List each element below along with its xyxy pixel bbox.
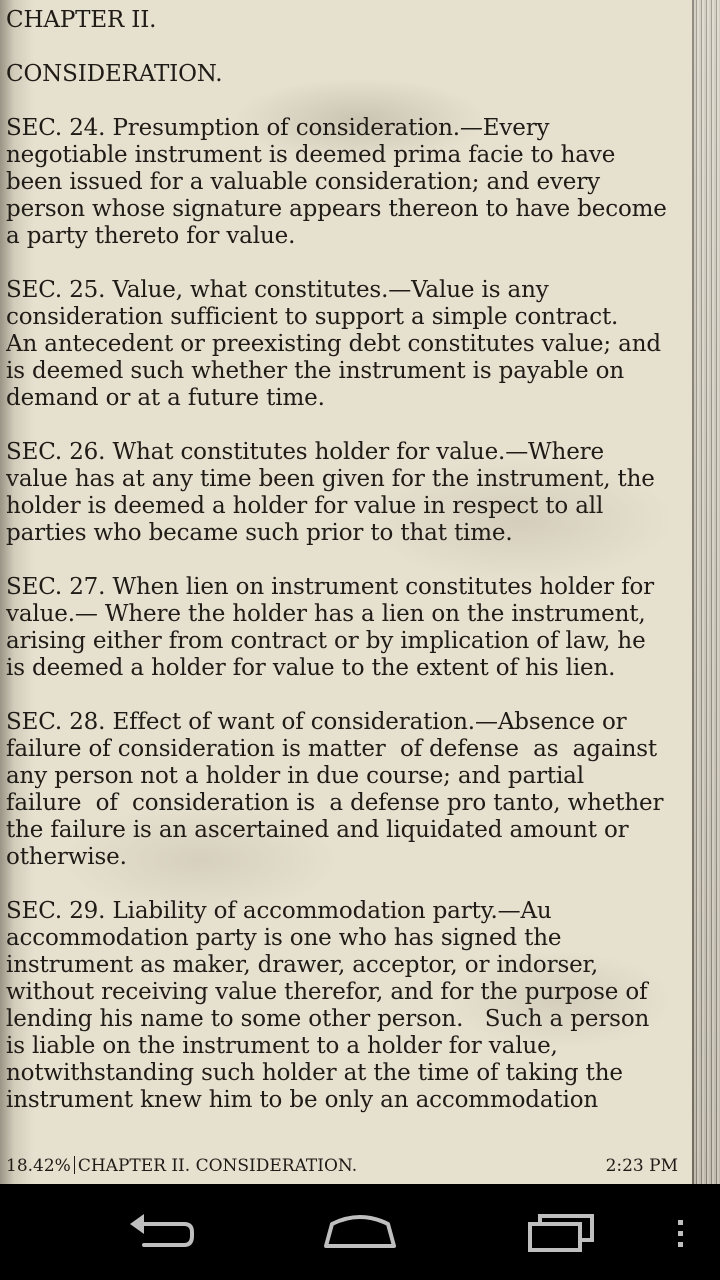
text-line: notwithstanding such holder at the time of taking the: [6, 1060, 623, 1086]
text-line: accommodation party is one who has signed the: [6, 925, 562, 951]
text-line: been issued for a valuable consideration; and every: [6, 169, 600, 195]
text-line: any person not a holder in due course; and partial: [6, 763, 584, 789]
text-line: otherwise.: [6, 844, 127, 870]
page-stack-shade: [692, 0, 720, 1184]
section-paragraph: [6, 898, 690, 1114]
section-paragraph: [6, 277, 690, 412]
status-left: [6, 1153, 357, 1179]
text-line: person whose signature appears thereon to have become: [6, 196, 667, 222]
home-icon: [320, 1202, 400, 1262]
overflow-menu-button[interactable]: [668, 1202, 692, 1262]
status-divider: [74, 1156, 75, 1174]
text-line: SEC. 28. Effect of want of consideration.—Absence or: [6, 709, 627, 735]
text-line: the failure is an ascertained and liquidated amount or: [6, 817, 629, 843]
system-navigation-bar: [0, 1184, 720, 1280]
chapter-heading: CHAPTER II.: [6, 7, 157, 33]
text-line: SEC. 26. What constitutes holder for value.—Where: [6, 439, 604, 465]
text-line: SEC. 24. Presumption of consideration.—Every: [6, 115, 550, 141]
text-line: is liable on the instrument to a holder for value,: [6, 1033, 558, 1059]
text-line: parties who became such prior to that time.: [6, 520, 513, 546]
text-line: a party thereto for value.: [6, 223, 296, 249]
text-line: without receiving value therefor, and for the purpose of: [6, 979, 648, 1005]
section-paragraph: [6, 574, 690, 682]
text-line: is deemed a holder for value to the extent of his lien.: [6, 655, 616, 681]
page-text: [6, 7, 690, 1142]
text-line: An antecedent or preexisting debt constitutes value; and: [6, 331, 661, 357]
text-line: consideration sufficient to support a simple contract.: [6, 304, 619, 330]
current-chapter: CHAPTER II. CONSIDERATION.: [77, 1156, 358, 1176]
home-button[interactable]: [320, 1202, 400, 1262]
text-line: is deemed such whether the instrument is payable on: [6, 358, 624, 384]
text-line: SEC. 29. Liability of accommodation party.—Au: [6, 898, 552, 924]
back-button[interactable]: [122, 1202, 198, 1262]
progress-percent: 18.42%: [6, 1156, 71, 1176]
section-paragraph: [6, 115, 690, 250]
back-arrow-icon: [122, 1202, 198, 1262]
text-line: instrument knew him to be only an accommodation: [6, 1087, 599, 1113]
overflow-menu-icon: [668, 1202, 692, 1262]
section-paragraph: [6, 439, 690, 547]
text-line: holder is deemed a holder for value in respect to all: [6, 493, 604, 519]
recent-apps-icon: [522, 1202, 602, 1262]
reader-status-bar: [6, 1153, 680, 1179]
text-line: SEC. 27. When lien on instrument constitutes holder for: [6, 574, 654, 600]
text-line: lending his name to some other person. Such a person: [6, 1006, 650, 1032]
sections-container: [6, 115, 690, 1114]
section-paragraph: [6, 709, 690, 871]
text-line: failure of consideration is matter of defense as against: [6, 736, 657, 762]
text-line: negotiable instrument is deemed prima facie to have: [6, 142, 616, 168]
text-line: value has at any time been given for the instrument, the: [6, 466, 655, 492]
text-line: instrument as maker, drawer, acceptor, or indorser,: [6, 952, 599, 978]
text-line: failure of consideration is a defense pro tanto, whether: [6, 790, 664, 816]
text-line: demand or at a future time.: [6, 385, 325, 411]
text-line: arising either from contract or by implication of law, he: [6, 628, 646, 654]
text-line: value.— Where the holder has a lien on the instrument,: [6, 601, 646, 627]
recents-button[interactable]: [522, 1202, 602, 1262]
status-time: 2:23 PM: [605, 1156, 678, 1176]
chapter-subheading: CONSIDERATION.: [6, 61, 223, 87]
spacer: [6, 88, 690, 115]
text-line: SEC. 25. Value, what constitutes.—Value is any: [6, 277, 549, 303]
